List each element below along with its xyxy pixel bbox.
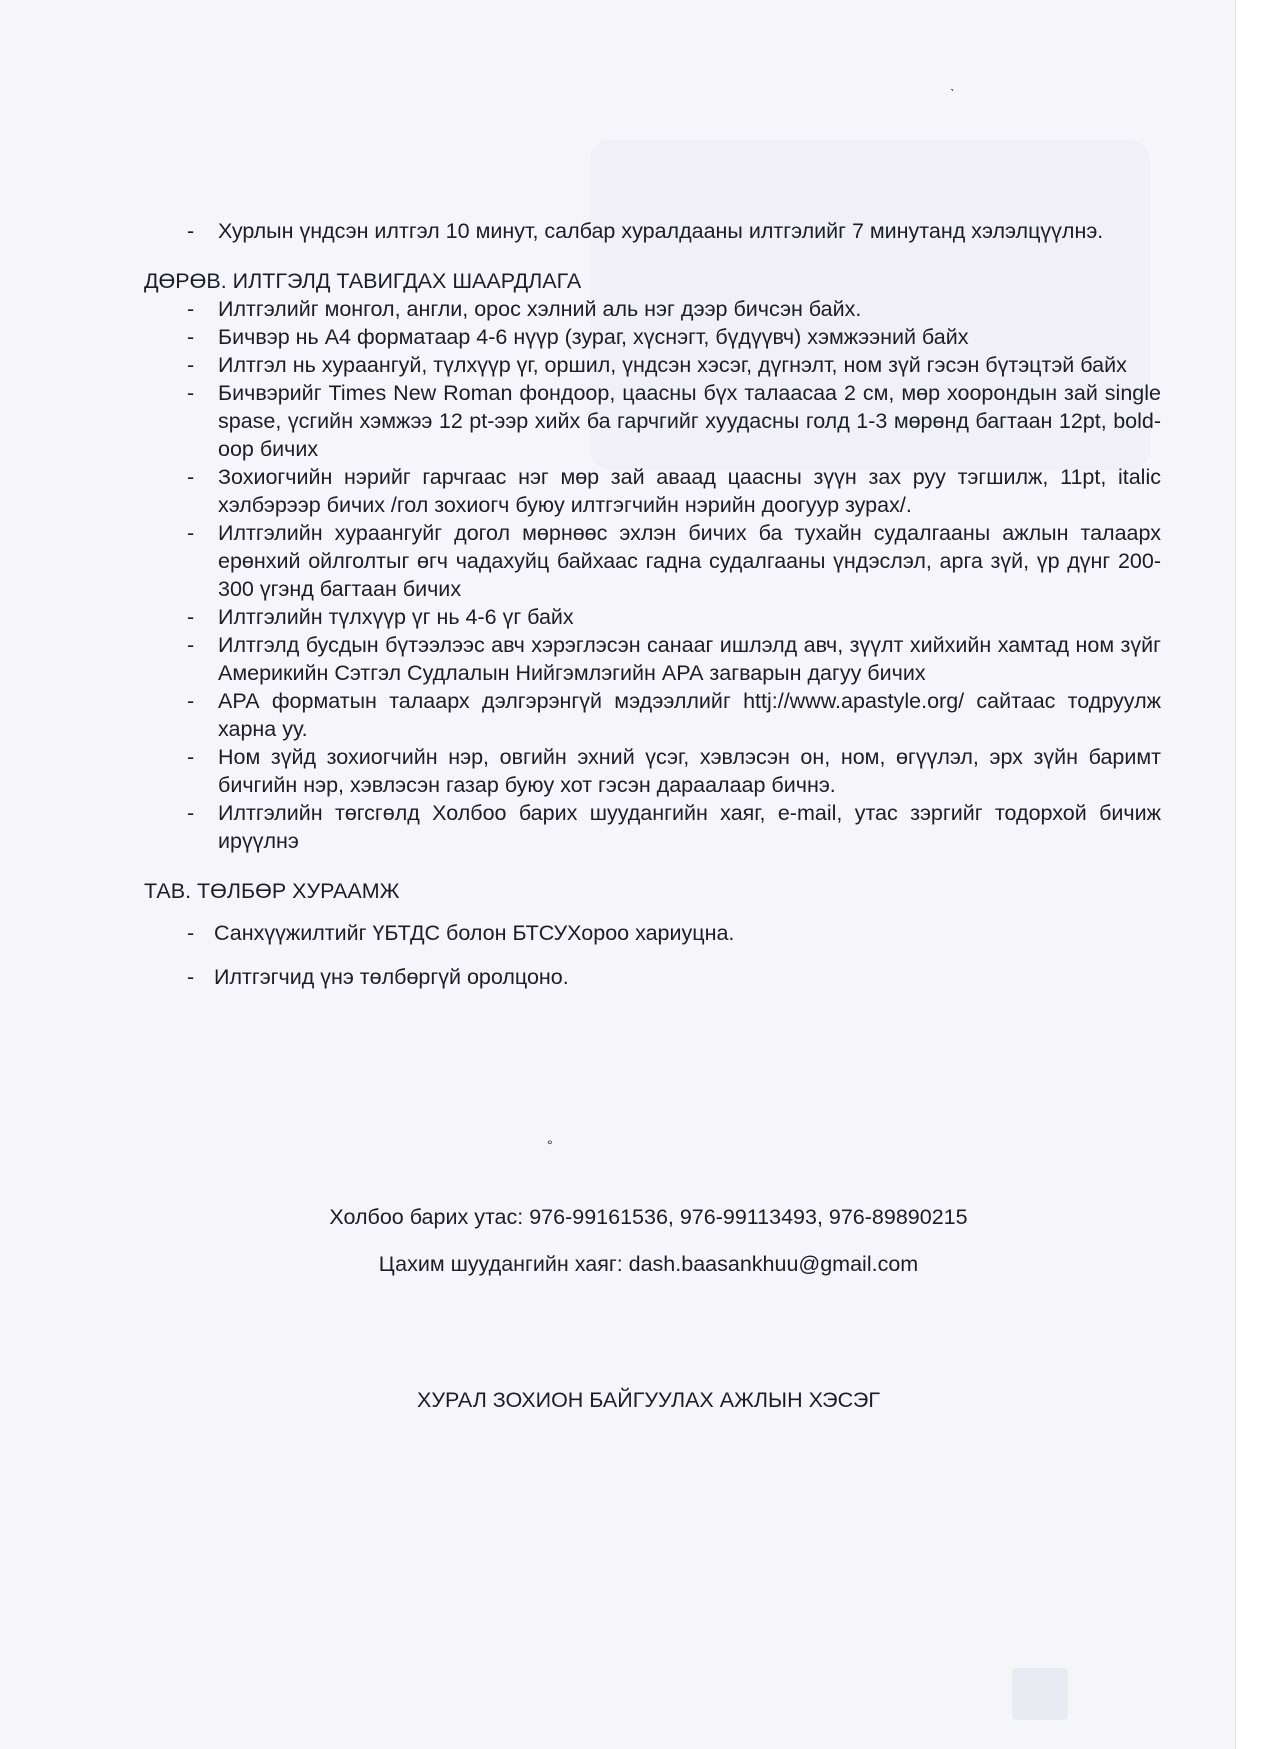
item-text: Зохиогчийн нэрийг гарчгаас нэг мөр зай аваад цаасны зүүн зах руу тэгшилж, 11pt, italic хэлбэрээр бичих /гол зохиогч буюу илтгэгчийн нэрийн доогуур зурах/. (218, 465, 1161, 517)
list-item (144, 631, 1161, 687)
item-text: Бичвэрийг Times New Roman фондоор, цаасны бүх талаасаа 2 см, мөр хоорондын зай single spase, үсгийн хэмжээ 12 pt-ээр хийх ба гарчгийг хуудасны голд 1-3 мөрөнд багтаан 12pt, bold-оор бичих (218, 381, 1161, 461)
organizing-committee: ХУРАЛ ЗОХИОН БАЙГУУЛАХ АЖЛЫН ХЭСЭГ (416, 1388, 881, 1412)
bullet-dash: - (187, 921, 195, 945)
item-text: АРА форматын талаарх дэлгэрэнгүй мэдээллийг httj://www.apastyle.org/ сайтаас тодруулж харна уу. (218, 689, 1161, 741)
bullet-dash: - (187, 965, 195, 989)
bullet-dash: - (187, 465, 195, 489)
list-item (144, 351, 1161, 379)
bullet-dash: - (187, 801, 195, 825)
fees-list (144, 919, 1161, 991)
stray-pen-mark: ˋ (950, 86, 955, 102)
bullet-dash: - (187, 605, 195, 629)
list-item (144, 963, 1161, 991)
bullet-dash: - (187, 633, 195, 657)
item-text: Санхүүжилтийг ҮБТДС болон БТСУХороо хариуцна. (214, 921, 735, 945)
list-item (144, 799, 1161, 855)
item-text: Бичвэр нь А4 форматаар 4-6 нүүр (зураг, хүснэгт, бүдүүвч) хэмжээний байх (218, 325, 969, 349)
list-item (144, 687, 1161, 743)
bullet-dash: - (187, 353, 195, 377)
item-text: Хурлын үндсэн илтгэл 10 минут, салбар хуралдааны илтгэлийг 7 минутанд хэлэлцүүлнэ. (218, 219, 1104, 243)
list-item (144, 919, 1161, 947)
bullet-dash: - (187, 325, 195, 349)
bullet-dash: - (187, 689, 195, 713)
item-text: Илтгэгчид үнэ төлбөргүй оролцоно. (214, 965, 569, 989)
stray-mark: ° (547, 1137, 553, 1153)
contact-email: Цахим шуудангийн хаяг: dash.baasankhuu@gmail.com (378, 1252, 919, 1276)
bullet-dash: - (187, 381, 195, 405)
section-heading-requirements: ДӨРӨВ. ИЛТГЭЛД ТАВИГДАХ ШААРДЛАГА (144, 269, 582, 293)
item-text: Илтгэлийг монгол, англи, орос хэлний аль нэг дээр бичсэн байх. (218, 297, 862, 321)
item-text: Илтгэлд бусдын бүтээлээс авч хэрэглэсэн санааг ишлэлд авч, зүүлт хийхийн хамтад ном зүйг Америкийн Сэтгэл Судлалын Нийгэмлэгийн АРА загварын дагуу бичих (218, 633, 1161, 685)
bullet-dash: - (187, 745, 195, 769)
list-item-intro (144, 217, 1161, 245)
list-item (144, 743, 1161, 799)
contact-phone: Холбоо барих утас: 976-99161536, 976-99113493, 976-89890215 (329, 1205, 968, 1229)
bullet-dash: - (187, 521, 195, 545)
item-text: Ном зүйд зохиогчийн нэр, овгийн эхний үсэг, хэвлэсэн он, ном, өгүүлэл, эрх зүйн баримт бичгийн нэр, хэвлэсэн газар буюу хот гэсэн дараалаар бичнэ. (218, 745, 1161, 797)
requirements-list (144, 295, 1161, 855)
list-item (144, 603, 1161, 631)
list-item (144, 463, 1161, 519)
watermark-logo (1012, 1668, 1068, 1720)
list-item (144, 379, 1161, 463)
document-body (144, 217, 1161, 991)
item-text: Илтгэлийн түлхүүр үг нь 4-6 үг байх (218, 605, 574, 629)
item-text: Илтгэлийн хураангуйг догол мөрнөөс эхлэн бичих ба тухайн судалгааны ажлын талаарх ерөнхий ойлголтыг өгч чадахуйц байхаас гадна судалгааны үндэслэл, арга зүй, үр дүнг 200-300 үгэнд багтаан бичих (218, 521, 1161, 601)
item-text: Илтгэлийн төгсгөлд Холбоо барих шуудангийн хаяг, e-mail, утас зэргийг тодорхой бичиж ирүүлнэ (218, 801, 1161, 853)
item-text: Илтгэл нь хураангуй, түлхүүр үг, оршил, үндсэн хэсэг, дүгнэлт, ном зүй гэсэн бүтэцтэй байх (218, 353, 1127, 377)
list-item (144, 323, 1161, 351)
section-heading-fees: ТАВ. ТӨЛБӨР ХУРААМЖ (144, 879, 400, 903)
list-item (144, 519, 1161, 603)
bullet-dash: - (187, 219, 195, 243)
page-edge (1235, 0, 1275, 1749)
list-item (144, 295, 1161, 323)
bullet-dash: - (187, 297, 195, 321)
